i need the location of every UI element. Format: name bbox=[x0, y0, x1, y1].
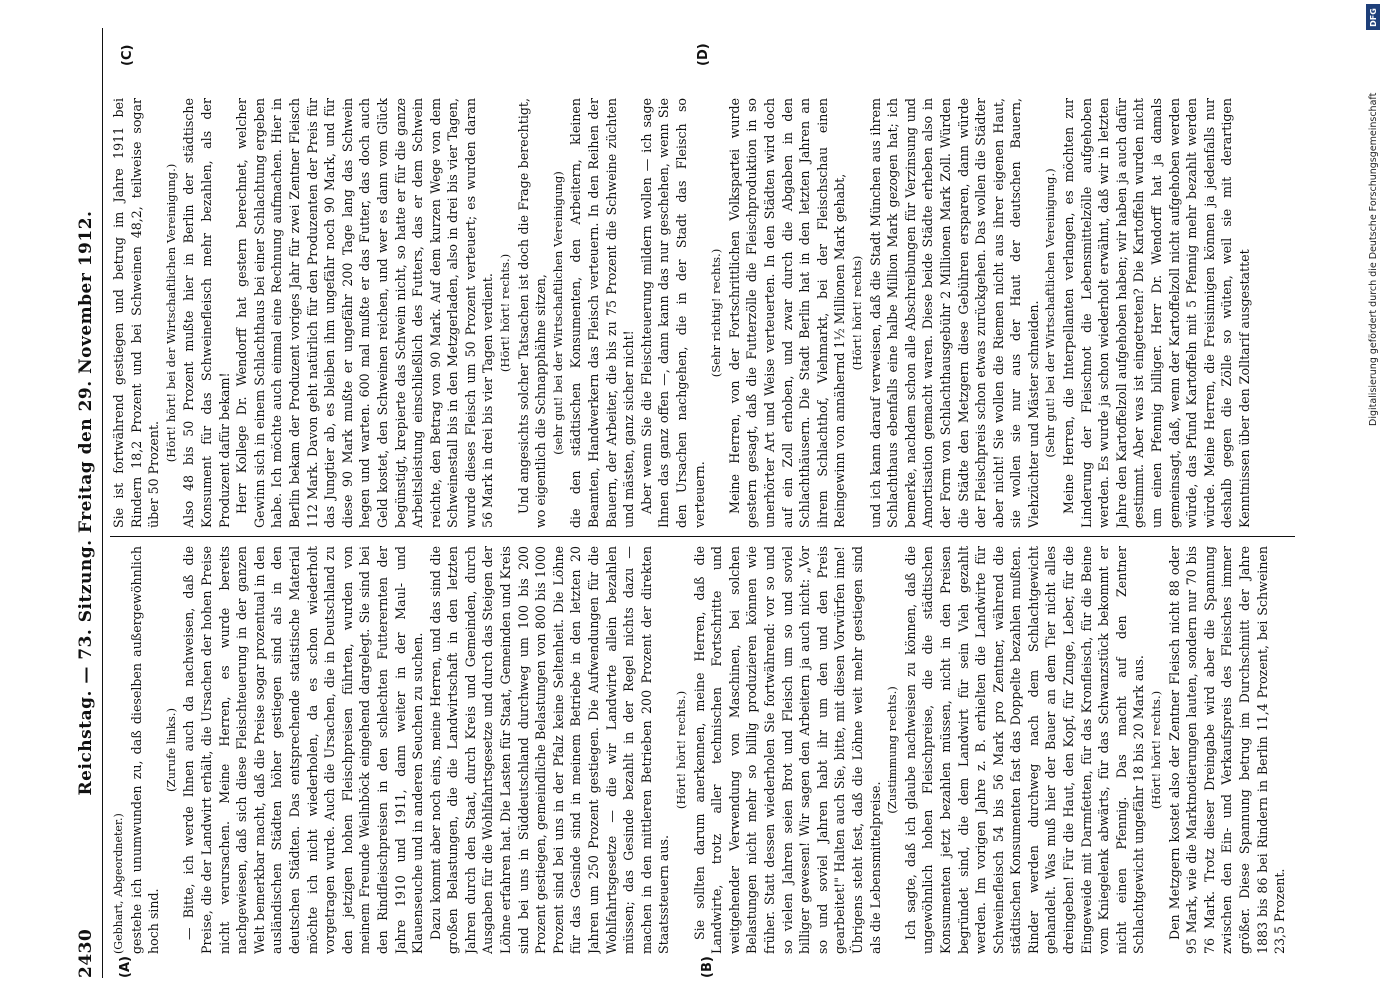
interjection: (Hört! hört! rechts.) bbox=[498, 253, 513, 373]
header-rule bbox=[102, 28, 103, 978]
digitization-credit: Digitalisierung gefördert durch die Deutsche Forschungsgemeinschaft bbox=[1368, 92, 1379, 426]
left-column bbox=[110, 546, 1290, 954]
margin-marker-d: (D) bbox=[696, 43, 711, 66]
paragraph: Herr Kollege Dr. Wendorff hat gestern berechnet, welcher Gewinn sich in einem Schlachthaus bei einer Schlachtung ergeben habe. Ich möchte auch einmal eine Rechnung aufmachen. Hier in Berlin bekam der Produzent voriges Jahr für zwei Zentner Fleisch 112 Mark. Davon geht natürlich für den Produzenten der Preis für das Jungtier ab, es bleiben ihm ungefähr noch 90 Mark, und für diese 90 Mark mußte er ungefähr 200 Tage lang das Schwein hegen und warten. 600 mal mußte er das Futter, das doch auch Geld kostet, den Schweinen reichen, und wer es dann vom Glück begünstigt, krepierte das Schwein nicht, so hatte er für die ganze Arbeitsleistung einschließlich des Futters, das er dem Schwein reichte, den Betrag von 90 Mark. Auf dem kurzen Wege von dem Schweinestall bis in den Metzgerladen, also in drei bis vier Tagen, wurde dieses Fleisch um 50 Prozent verteuert; es wurden daran 56 Mark in drei bis vier Tagen verdient. bbox=[234, 98, 496, 528]
paragraph: — Bitte, ich werde Ihnen auch da nachweisen, daß die Preise, die der Landwirt erhält, die Ursachen der hohen Preise nicht verursachen. Meine Herren, es wurde bereits nachgewiesen, daß sich diese Fleischteuerung in der ganzen Welt bemerkbar macht, daß die Preise sogar prozentual in den ausländischen Städten höher gestiegen sind als in den deutschen Städten. Das entsprechende statistische Material möchte ich nicht wiederholen, da es schon wiederholt vorgetragen wurde. Auch die Ursachen, die in Deutschland zu den jetzigen hohen Fleischpreisen führten, wurden von meinem Freunde Weilnböck eingehend dargelegt. Sie sind bei den Rindfleischpreisen in den schlechten Futterernten der Jahre 1910 und 1911, dann weiter in der Maul- und Klauenseuche und in anderen Seuchen zu suchen. bbox=[181, 546, 426, 954]
interjection: (Hört! hört! rechts.) bbox=[674, 690, 688, 810]
column-divider bbox=[110, 536, 1295, 537]
paragraph: Aber wenn Sie die Fleischteuerung mildern wollen — ich sage Ihnen das ganz offen —, dann kann das nur geschehen, wenn Sie den Ursachen nachgehen, die in der Stadt das Fleisch so verteuern. bbox=[638, 98, 707, 528]
paragraph: Meine Herren, von der Fortschrittlichen Volkspartei wurde gestern gesagt, daß die Futterzölle die Fleischproduktion in so unerhörter Art und Weise verteuerten. In den Städten wird doch auf ein Zoll erhoben, und zwar durch die Abgaben in den Schlachthäusern. Die Stadt Berlin hat in den letzten Jahren an ihrem Schlachthof, Viehmarkt, bei der Fleischschau einen Reingewinn von annähernd 1½ Millionen Mark gehabt, bbox=[726, 98, 848, 528]
interjection: (Hört! hört! bei der Wirtschaftlichen Vereinigung.) bbox=[163, 163, 178, 463]
rotated-newspaper-page bbox=[72, 28, 1302, 978]
paragraph: gestehe ich unumwunden zu, daß dieselben außergewöhnlich hoch sind. bbox=[128, 546, 162, 954]
right-column bbox=[110, 98, 1290, 528]
paragraph: Sie ist fortwährend gestiegen und betrug im Jahre 1911 bei Rindern 18,2 Prozent und bei Schweinen 48,2, teilweise sogar über 50 Prozent. bbox=[111, 98, 162, 528]
interjection: (Hört! hört! rechts) bbox=[849, 255, 864, 371]
interjection: (Zurufe links.) bbox=[163, 708, 178, 792]
interjection: (sehr gut! bei der Wirtschaftlichen Vereinigung) bbox=[550, 171, 565, 455]
interjection: (Hört! hört! rechts.) bbox=[1149, 690, 1164, 810]
paragraph: Meine Herren, die Interpellanten verlangen, es möchten zur Linderung der Fleischnot die Lebensmittelzölle aufgehoben werden. Es wurde ja schon wiederholt erwähnt, daß wir in letzten Jahre den Kartoffelzoll aufgehoben haben; wir haben ja auch dafür gestimmt. Aber was ist eingetreten? Die Kartoffeln wurden nicht um einen Pfennig billiger. Herr Dr. Wendorff hat ja damals gemeinsagt, daß, wenn der Kartoffelzoll nicht aufgehoben werden würde, das Pfund Kartoffeln mit 5 Pfennig mehr bezahlt werden würde. Meine Herren, die Freisinnigen können ja jedenfalls nur deshalb gegen die Zölle so wüten, weil sie mit derartigen Kenntnissen über den Zolltarif ausgestattet bbox=[1061, 98, 1252, 528]
running-title: Reichstag. — 73. Sitzung. Freitag den 29. November 1912. bbox=[76, 210, 96, 796]
page-number: 2430 bbox=[76, 928, 96, 978]
paragraph: Ich sagte, daß ich glaube nachweisen zu können, daß die ungewöhnlich hohen Fleischpreise, die die städtischen Konsumenten jetzt bezahlen müssen, nicht in den Preisen begründet sind, die dem Landwirt für sein Vieh gezahlt werden. Im vorigen Jahre z. B. erhielten die Landwirte für Schweinefleisch 54 bis 56 Mark pro Zentner, während die städtischen Konsumenten fast das Doppelte bezahlen mußten. Rinder werden durchweg nach dem Schlachtgewicht gehandelt. Was muß hier der Bauer an dem Tier nicht alles dreingeben! Für die Haut, den Kopf, für Zunge, Leber, für die Eingeweide mit Darmfetten, für das Kronfleisch, für die Beine vom Kniegelenk abwärts, für das Schwanzstück bekommt er nicht einen Pfennig. Das macht auf den Zentner Schlachtgewicht ungefähr 18 bis 20 Mark aus. bbox=[902, 546, 1147, 954]
interjection: (Sehr gut! bei der Wirtschaftlichen Vereinigung.) bbox=[1043, 168, 1058, 458]
page-header bbox=[72, 28, 104, 978]
dfg-logo: DFG bbox=[1366, 4, 1380, 30]
margin-marker-a: (A) bbox=[118, 956, 133, 978]
interjection: (Sehr richtig! rechts.) bbox=[709, 248, 724, 378]
interjection: (Zustimmung rechts.) bbox=[885, 686, 900, 814]
margin-marker-c: (C) bbox=[120, 44, 135, 66]
margin-marker-b: (B) bbox=[700, 956, 715, 978]
paragraph: Den Metzgern kostet also der Zentner Fleisch nicht 88 oder 95 Mark, wie die Marktnotierungen lauten, sondern nur 70 bis 76 Mark. Trotz dieser Dreingabe wird aber die Spannung zwischen den Ein- und Verkaufspreis des Fleisches immer größer. Diese Spannung betrug im Durchschnitt der Jahre 1883 bis 86 bei Rindern in Berlin 11,4 Prozent, bei Schweinen 23,5 Prozent. bbox=[1166, 546, 1288, 954]
paragraph: die den städtischen Konsumenten, den Arbeitern, kleinen Beamten, Handwerkern das Fleisch verteuern. In den Reihen der Bauern, der Arbeiter, die bis zu 75 Prozent die Schweine züchten und mästen, ganz sicher nicht! bbox=[568, 98, 637, 528]
paragraph: Dazu kommt aber noch eins, meine Herren, und das sind die großen Belastungen, die die Landwirtschaft in den letzten Jahren durch den Staat, durch Kreis und Gemeinden, durch Ausgaben für die Wohlfahrtsgesetze und durch das Steigen der Löhne erfahren hat. Die Lasten für Staat, Gemeinden und Kreis sind bei uns in Süddeutschland durchweg um 100 bis 200 Prozent gestiegen, gemeindliche Belastungen von 800 bis 1000 Prozent sind bei uns in der Pfalz keine Seltenheit. Die Löhne für das Gesinde sind in meinem Betriebe in den letzten 20 Jahren um 250 Prozent gestiegen. Die Aufwendungen für die Wohlfahrtsgesetze — die wir Landwirte allein bezahlen müssen; das Gesinde bezahlt in der Regel nichts dazu — machen in den mittleren Betrieben 200 Prozent der direkten Staatssteuern aus. bbox=[427, 546, 672, 954]
paragraph: Also 48 bis 50 Prozent mußte hier in Berlin der städtische Konsument für das Schweinefleisch mehr bezahlen, als der Produzent dafür bekam! bbox=[181, 98, 232, 528]
paragraph: Sie sollten darum anerkennen, meine Herren, daß die Landwirte, trotz aller technischen Fortschritte und weitgehender Verwendung von Maschinen, bei solchen Belastungen nicht mehr so billig produzieren können wie früher. Statt dessen wiederholen Sie fortwährend: vor so und so vielen Jahren seien Brot und Fleisch um so und soviel billiger gewesen! Wir sagen den Arbeitern ja auch nicht: „Vor so und soviel Jahren habt ihr um den und den Preis gearbeitet!" Halten auch Sie, bitte, mit diesen Vorwürfen inne! Übrigens steht fest, daß die Löhne weit mehr gestiegen sind als die Lebensmittelpreise. bbox=[691, 546, 883, 954]
paragraph: Und angesichts solcher Tatsachen ist doch die Frage berechtigt, wo eigentlich die Schnapphähne sitzen, bbox=[515, 98, 549, 528]
paragraph: und ich kann darauf verweisen, daß die Stadt München aus ihrem Schlachthaus ebenfalls eine halbe Million Mark gezogen hat; ich bemerke, nachdem schon alle Abschreibungen für Verzinsung und Amortisation gemacht waren. Diese beide Städte erheben also in der Form von Schlachthausgebühr 2 Millionen Mark Zoll. Würden die Städte den Metzgern diese Gebühren ersparen, dann würde der Fleischpreis schon etwas zurückgehen. Das wollen die Städter aber nicht! Sie wollen die Riemen nicht aus ihrer eigenen Haut, sie wollen sie nur aus der Haut der deutschen Bauern, Viehzüchter und Mäster schneiden. bbox=[867, 98, 1041, 528]
speaker-note: (Gebhart, Abgeordneter.) bbox=[112, 813, 125, 954]
